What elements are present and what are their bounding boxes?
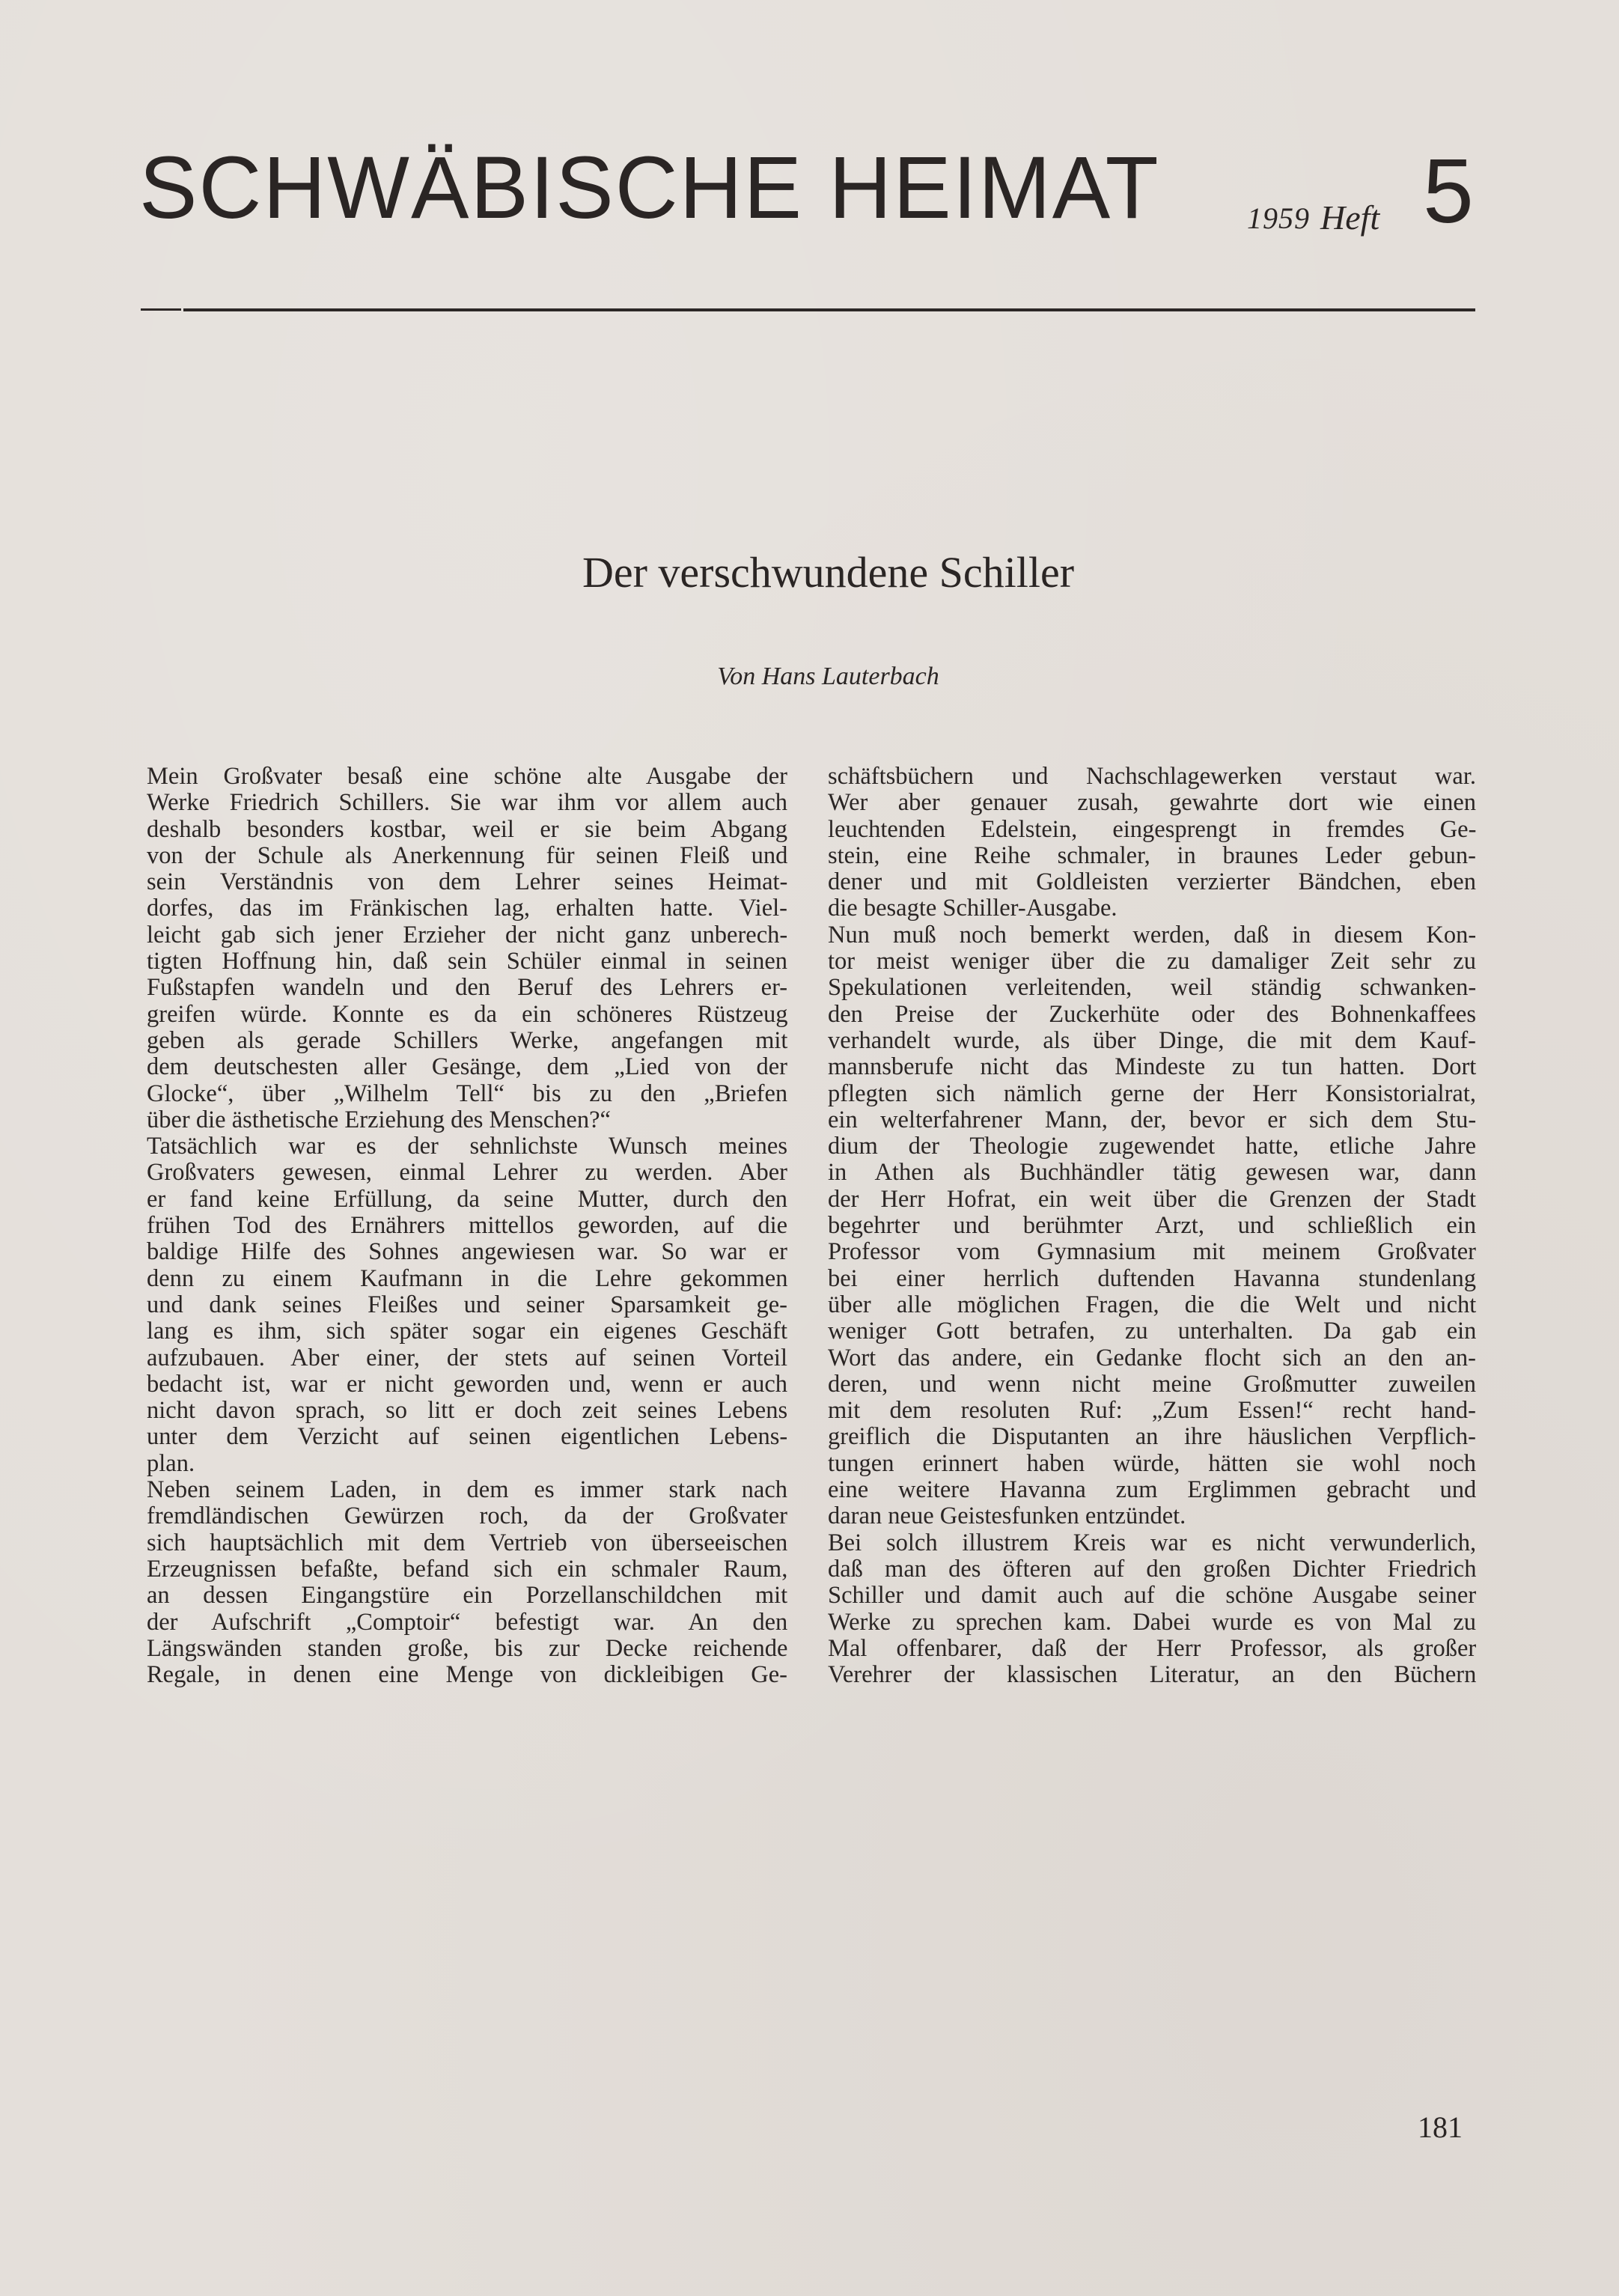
text-line: greifen würde. Konnte es da ein schöneres Rüstzeug — [147, 1000, 788, 1028]
text-line: der Aufschrift „Comptoir“ befestigt war. An den — [147, 1608, 788, 1636]
text-line: tigten Hoffnung hin, daß sein Schüler einmal in seinen — [147, 948, 787, 975]
text-line: lang es ihm, sich später sogar ein eigenes Geschäft — [147, 1318, 787, 1345]
text-line: frühen Tod des Ernährers mittellos geworden, auf die — [147, 1212, 788, 1240]
text-line: schäftsbüchern und Nachschlagewerken verstaut war. — [828, 763, 1476, 790]
masthead — [139, 138, 1479, 242]
text-column-left — [147, 764, 787, 1688]
text-line: Erzeugnissen befaßte, befand sich ein schmaler Raum, — [147, 1555, 788, 1583]
text-line: Regale, in denen eine Menge von dickleibigen Ge- — [147, 1661, 787, 1689]
text-line: und dank seines Fleißes und seiner Sparsamkeit ge- — [147, 1291, 787, 1318]
text-line: über die ästhetische Erziehung des Menschen?“ — [147, 1106, 611, 1133]
text-line: daß man des öfteren auf den großen Dichter Friedrich — [828, 1555, 1477, 1583]
text-line: sein Verständnis von dem Lehrer seines Heimat- — [147, 868, 788, 896]
text-line: stein, eine Reihe schmaler, in braunes Leder gebun- — [828, 841, 1476, 869]
text-line: Mal offenbarer, daß der Herr Professor, als großer — [828, 1634, 1477, 1662]
text-line: greiflich die Disputanten an ihre häuslichen Verpflich- — [828, 1423, 1476, 1451]
text-line: weniger Gott betrafen, zu unterhalten. Da gab ein — [828, 1318, 1477, 1345]
text-line: denn zu einem Kaufmann in die Lehre gekommen — [147, 1264, 788, 1292]
text-line: von der Schule als Anerkennung für seinen Fleiß und — [147, 841, 788, 869]
article-title: Der verschwundene Schiller — [582, 548, 1075, 597]
issue-label: Heft — [1320, 198, 1380, 237]
text-line: in Athen als Buchhändler tätig gewesen war, dann — [828, 1159, 1477, 1187]
magazine-title: SCHWÄBISCHE HEIMAT — [139, 138, 1160, 237]
text-line: unter dem Verzicht auf seinen eigentlichen Lebens- — [147, 1423, 788, 1451]
text-line: nicht davon sprach, so litt er doch zeit seines Lebens — [147, 1397, 788, 1425]
text-line: Tatsächlich war es der sehnlichste Wunsch meines — [147, 1133, 787, 1160]
text-line: die besagte Schiller-Ausgabe. — [828, 895, 1118, 922]
text-line: bei einer herrlich duftenden Havanna stundenlang — [828, 1264, 1476, 1292]
text-line: Großvaters gewesen, einmal Lehrer zu werden. Aber — [147, 1159, 787, 1187]
text-line: Verehrer der klassischen Literatur, an den Büchern — [828, 1661, 1477, 1689]
text-line: mit dem resoluten Ruf: „Zum Essen!“ recht hand- — [828, 1397, 1476, 1425]
text-line: baldige Hilfe des Sohnes angewiesen war. So war er — [147, 1238, 787, 1266]
issue-year: 1959 — [1247, 201, 1310, 235]
text-line: dorfes, das im Fränkischen lag, erhalten hatte. Viel- — [147, 895, 787, 922]
text-line: plan. — [147, 1449, 195, 1477]
text-line: Glocke“, über „Wilhelm Tell“ bis zu den „Briefen — [147, 1080, 788, 1107]
text-column-right — [828, 764, 1476, 1688]
text-line: daran neue Geistesfunken entzündet. — [828, 1502, 1186, 1530]
masthead-rule-short — [141, 308, 181, 311]
text-line: Werke Friedrich Schillers. Sie war ihm vor allem auch — [147, 789, 787, 817]
text-line: deshalb besonders kostbar, weil er sie beim Abgang — [147, 815, 788, 843]
text-line: verhandelt wurde, als über Dinge, die mit dem Kauf- — [828, 1026, 1476, 1054]
text-line: Neben seinem Laden, in dem es immer stark nach — [147, 1476, 787, 1504]
text-line: pflegten sich nämlich gerne der Herr Konsistorialrat, — [828, 1080, 1476, 1107]
text-line: tor meist weniger über die zu damaliger Zeit sehr zu — [828, 948, 1476, 975]
text-line: bedacht ist, war er nicht geworden und, wenn er auch — [147, 1370, 787, 1398]
text-line: Nun muß noch bemerkt werden, daß in diesem Kon- — [828, 921, 1477, 948]
text-line: den Preise der Zuckerhüte oder des Bohnenkaffees — [828, 1000, 1476, 1028]
text-line: dem deutschesten aller Gesänge, dem „Lied von der — [147, 1053, 787, 1081]
issue-number: 5 — [1423, 140, 1474, 242]
text-line: Professor vom Gymnasium mit meinem Großvater — [828, 1238, 1476, 1266]
text-line: dener und mit Goldleisten verzierter Bändchen, eben — [828, 868, 1476, 896]
page-number: 181 — [1418, 2110, 1463, 2144]
text-line: fremdländischen Gewürzen roch, da der Großvater — [147, 1502, 787, 1530]
text-line: leuchtenden Edelstein, eingesprengt in fremdes Ge- — [828, 815, 1477, 843]
text-line: leicht gab sich jener Erzieher der nicht ganz unberech- — [147, 921, 788, 948]
article-byline: Von Hans Lauterbach — [717, 663, 939, 690]
text-line: aufzubauen. Aber einer, der stets auf seinen Vorteil — [147, 1344, 787, 1371]
text-line: eine weitere Havanna zum Erglimmen gebracht und — [828, 1476, 1477, 1504]
text-line: Bei solch illustrem Kreis war es nicht verwunderlich, — [828, 1529, 1477, 1556]
text-line: Werke zu sprechen kam. Dabei wurde es von Mal zu — [828, 1608, 1477, 1636]
text-line: Mein Großvater besaß eine schöne alte Ausgabe der — [147, 763, 787, 790]
text-line: Spekulationen verleitenden, weil ständig schwanken- — [828, 974, 1477, 1002]
text-line: an dessen Eingangstüre ein Porzellanschildchen mit — [147, 1582, 788, 1610]
text-line: sich hauptsächlich mit dem Vertrieb von überseeischen — [147, 1529, 788, 1556]
text-line: er fand keine Erfüllung, da seine Mutter, durch den — [147, 1185, 787, 1213]
text-line: über alle möglichen Fragen, die die Welt und nicht — [828, 1291, 1477, 1318]
text-line: Fußstapfen wandeln und den Beruf des Lehrers er- — [147, 974, 788, 1002]
text-line: Wort das andere, ein Gedanke flocht sich an den an- — [828, 1344, 1476, 1371]
text-line: Schiller und damit auch auf die schöne Ausgabe seiner — [828, 1582, 1477, 1610]
text-line: Längswänden standen große, bis zur Decke reichende — [147, 1634, 788, 1662]
text-line: geben als gerade Schillers Werke, angefangen mit — [147, 1026, 788, 1054]
text-line: mannsberufe nicht das Mindeste zu tun hatten. Dort — [828, 1053, 1477, 1081]
text-line: Wer aber genauer zusah, gewahrte dort wie einen — [828, 789, 1476, 817]
text-line: der Herr Hofrat, ein weit über die Grenzen der Stadt — [828, 1185, 1476, 1213]
text-line: dium der Theologie zugewendet hatte, etliche Jahre — [828, 1133, 1476, 1160]
text-line: deren, und wenn nicht meine Großmutter zuweilen — [828, 1370, 1476, 1398]
text-line: ein welterfahrener Mann, der, bevor er sich dem Stu- — [828, 1106, 1477, 1133]
masthead-rule — [183, 308, 1475, 311]
text-line: tungen erinnert haben würde, hätten sie wohl noch — [828, 1449, 1477, 1477]
text-line: begehrter und berühmter Arzt, und schließlich ein — [828, 1212, 1477, 1240]
